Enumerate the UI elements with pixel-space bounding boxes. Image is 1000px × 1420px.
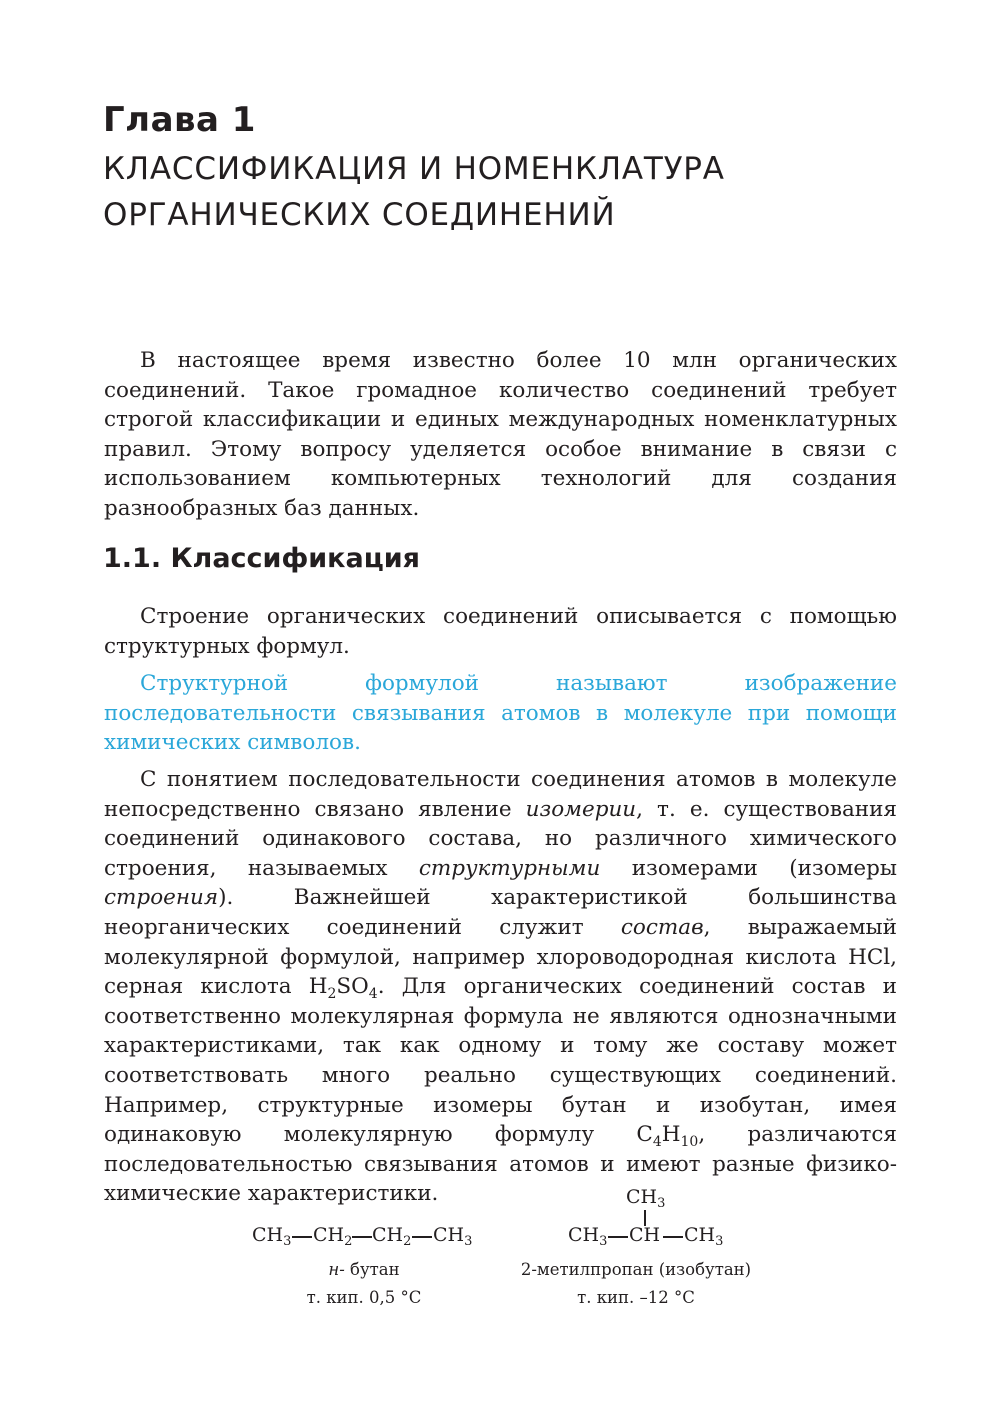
butane-name-text: бутан xyxy=(344,1260,400,1279)
butane-formula xyxy=(252,1224,292,1249)
p2-sub-4: 10 xyxy=(680,1134,699,1151)
p2-text-7: . Для органических соединений состав и соответственно молекулярная формула не являются однозначными характеристиками, так как одному и тому же составу может соответствовать много реально существующих соединений. Например, структурные изомеры бутан и изобутан, имея одинаковую молекулярную формулу C xyxy=(104,974,897,1148)
butane-name-prefix: н- xyxy=(328,1260,345,1279)
isobutane-sub-3: 3 xyxy=(715,1234,724,1249)
butane-group-3: CH xyxy=(372,1224,404,1246)
isobutane-group-1: CH xyxy=(568,1224,600,1246)
p2-text-1: С понятием последовательности соединения атомов в молекуле непосредственно связано явление xyxy=(104,767,897,822)
butane-group-1: CH xyxy=(252,1224,284,1246)
butane-group-2-wrap xyxy=(313,1224,353,1249)
intro-paragraph: В настоящее время известно более 10 млн органических соединений. Такое громадное количество соединений требует строгой классификации и единых международных номенклатурных правил. Этому вопросу уделяется особое внимание в связи с использованием компьютерных технологий для создания разнообразных баз данных. xyxy=(104,348,897,521)
section-heading: 1.1. Классификация xyxy=(103,543,420,574)
p2-text-5: , выражаемый молекулярной формулой, например хлороводородная кислота HCl, серная кислота H xyxy=(104,914,897,1000)
butane-group-4: CH xyxy=(433,1224,465,1246)
butane-bond-1 xyxy=(292,1236,312,1238)
butane-group-3-wrap xyxy=(372,1224,412,1249)
p2-text-6: SO xyxy=(336,974,369,1000)
section-paragraph-2 xyxy=(104,765,897,1209)
butane-sub-2: 2 xyxy=(344,1234,353,1249)
chapter-title-line-2: ОРГАНИЧЕСКИХ СОЕДИНЕНИЙ xyxy=(103,197,616,233)
butane-group-4-wrap xyxy=(433,1224,473,1249)
structural-formulas xyxy=(0,1180,1000,1320)
p2-text-2: , т. е. существования соединений одинакового состава, но различного химического строения, называемых xyxy=(104,796,897,881)
butane-sub-4: 3 xyxy=(464,1234,473,1249)
term-structural: структурными xyxy=(418,855,601,881)
isobutane-top-sub: 3 xyxy=(657,1196,666,1211)
butane-bond-3 xyxy=(412,1236,432,1238)
butane-name xyxy=(264,1260,464,1279)
p2-text-4: ). Важнейшей характеристикой большинства неорганических соединений служит xyxy=(104,885,897,940)
isobutane-top-ch: CH xyxy=(626,1186,658,1208)
p2-text-9: , различаются последовательностью связывания атомов и имеют разные физико-химические характеристики. xyxy=(104,1122,897,1207)
isobutane-group-2: CH xyxy=(629,1224,661,1246)
chapter-title xyxy=(103,146,923,238)
chapter-number: Глава 1 xyxy=(103,100,256,140)
isobutane-group-3: CH xyxy=(684,1224,716,1246)
butane-group-2: CH xyxy=(313,1224,345,1246)
butane-bond-2 xyxy=(352,1236,372,1238)
isobutane-top-group xyxy=(626,1186,666,1211)
p2-text-8: H xyxy=(661,1122,681,1148)
term-isomerism: изомерии xyxy=(525,796,637,822)
definition-paragraph: Структурной формулой называют изображение последовательности связывания атомов в молекуле при помощи химических символов. xyxy=(104,671,897,756)
isobutane-sub-1: 3 xyxy=(599,1234,608,1249)
isobutane-group-1-wrap xyxy=(568,1224,608,1249)
p2-sub-2: 4 xyxy=(368,986,378,1003)
section-paragraph-1: Строение органических соединений описывается с помощью структурных формул. xyxy=(104,604,897,659)
isobutane-bond-1 xyxy=(608,1236,628,1238)
p2-sub-3: 4 xyxy=(652,1134,662,1151)
isobutane-boiling-point: т. кип. –12 °C xyxy=(577,1288,695,1307)
term-composition: состав xyxy=(620,914,704,940)
butane-sub-1: 3 xyxy=(283,1234,292,1249)
p2-text-3: изомерами (изомеры xyxy=(600,855,897,881)
butane-boiling-point: т. кип. 0,5 °C xyxy=(306,1288,422,1307)
isobutane-bond-2 xyxy=(663,1236,683,1238)
chapter-title-line-1: КЛАССИФИКАЦИЯ И НОМЕНКЛАТУРА xyxy=(103,151,725,187)
butane-sub-3: 2 xyxy=(403,1234,412,1249)
isobutane-name: 2-метилпропан (изобутан) xyxy=(520,1260,752,1279)
isobutane-group-3-wrap xyxy=(684,1224,724,1249)
term-structure: строения xyxy=(104,885,219,911)
p2-sub-1: 2 xyxy=(327,986,337,1003)
